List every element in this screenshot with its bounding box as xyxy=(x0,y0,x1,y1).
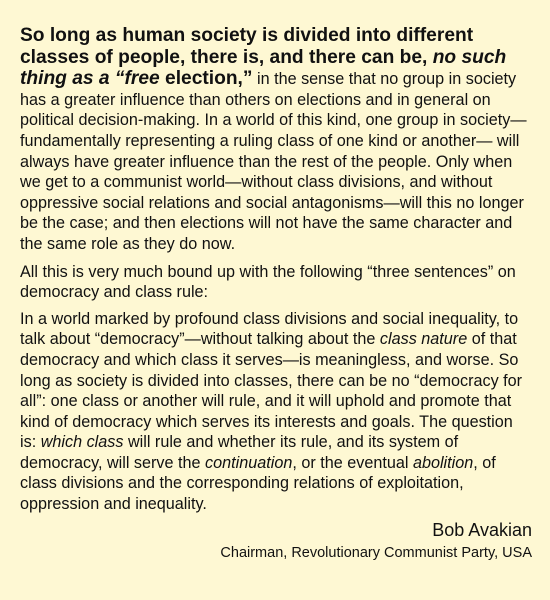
lead-emphasis-1: no such thing as a xyxy=(20,46,507,90)
p3-text-4: , or the eventual xyxy=(292,453,409,472)
p3-text-1: In a world marked by profound class divisions and social inequality, to talk about “democracy”—without talking about the xyxy=(20,309,519,349)
quote-block xyxy=(20,25,532,562)
lead-emphasis-2: “free xyxy=(114,68,160,90)
lead-text-2: election,” xyxy=(165,68,253,90)
attribution xyxy=(20,520,532,562)
p3-italic-3: continuation xyxy=(205,453,293,472)
p3-text-3: will rule and whether its rule, and its system of democracy, will serve the xyxy=(20,433,459,472)
lead-text: So long as human society is divided into different classes of people, there is, and there can be, xyxy=(20,25,474,68)
quote-paragraph-1 xyxy=(20,25,532,255)
quote-paragraph-2: All this is very much bound up with the following “three sentences” on democracy and class rule: xyxy=(20,262,516,302)
p3-italic-2: which class xyxy=(40,433,124,452)
p3-italic-4: abolition xyxy=(412,453,474,472)
paragraph-1-body: in the sense that no group in society has a greater influence than others on elections and in general on political decision-making. In a world of this kind, one group in society—fundamentally representing a ruling class of one kind or another— will always have greater influence than the rest of the people. Only when we get to a communist world—without class divisions, and without oppressive social relations and social antagonisms—will this no longer be the case; and then elections will not have the same character and the same role as they do now. xyxy=(20,70,527,253)
p3-italic-1: class nature xyxy=(379,330,468,349)
author-affiliation: Chairman, Revolutionary Communist Party, USA xyxy=(220,544,532,561)
author-name: Bob Avakian xyxy=(432,519,532,540)
p3-text-2: of that democracy and which class it serves—is meaningless, and worse. So long as society is divided into classes, there can be no “democracy for all”: one class or another will rule, and it will uphold and promote that kind of democracy which serves its interests and goals. The question is: xyxy=(20,330,523,452)
p3-text-5: , of class divisions and the corresponding relations of exploitation, oppression and inequality. xyxy=(20,453,496,514)
quote-paragraph-3 xyxy=(20,309,532,515)
